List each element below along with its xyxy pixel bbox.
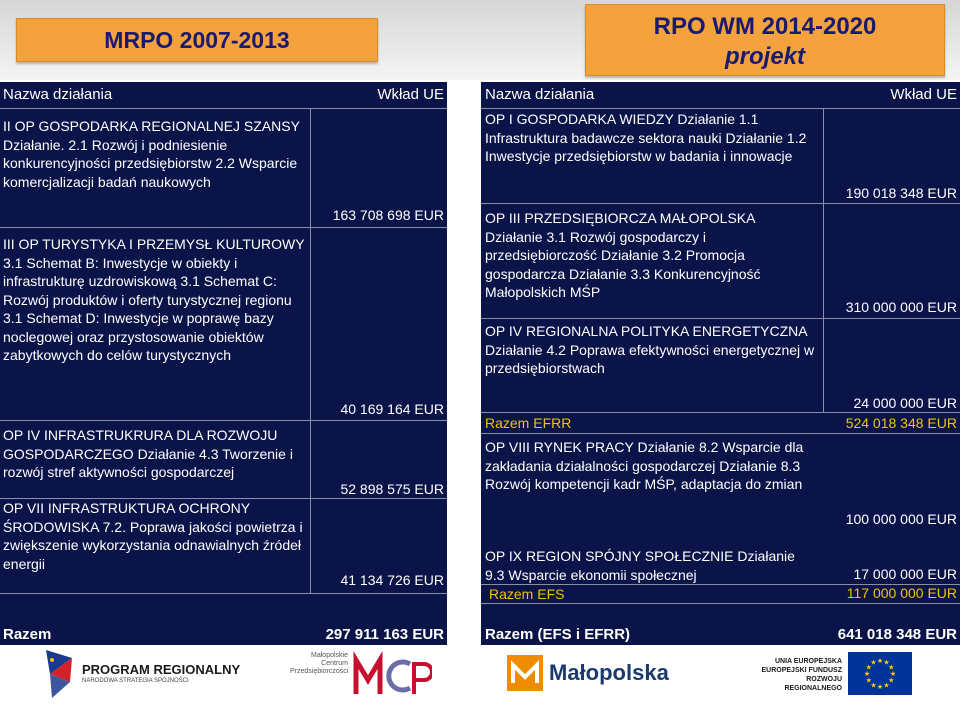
divider (481, 108, 960, 109)
right-row-4-amount: 100 000 000 EUR (845, 511, 957, 527)
divider (481, 203, 960, 204)
program-regionalny-subtext: NARODOWA STRATEGIA SPÓJNOŚCI (82, 678, 189, 684)
mcp-text (290, 652, 348, 676)
eu-star-icon: ★ (870, 659, 877, 667)
divider (481, 318, 960, 319)
left-row-1-amount: 163 708 698 EUR (332, 207, 444, 223)
eu-flag-icon (848, 652, 912, 695)
eu-star-icon: ★ (888, 677, 895, 685)
left-row-3-amount: 52 898 575 EUR (340, 481, 444, 497)
divider (0, 227, 447, 228)
right-row-4-text: OP VIII RYNEK PRACY Działanie 8.2 Wsparcie dla zakładania działalności gospodarczej Działanie 8.3 Rozwój kompetencji kadr MŚP, adaptacja do zmian (485, 439, 804, 492)
right-subtotal-efs-amount: 117 000 000 EUR (846, 585, 957, 601)
right-row-5-amount: 17 000 000 EUR (853, 566, 957, 582)
right-subtotal-efs-label: Razem EFS (489, 586, 565, 602)
right-row-2-text: OP III PRZEDSIĘBIORCZA MAŁOPOLSKA Działanie 3.1 Rozwój gospodarczy i przedsiębiorczość Działanie 3.2 Promocja gospodarcza Działanie 3.3 Konkurencyjność Małopolskich MŚP (485, 210, 761, 300)
eu-star-icon: ★ (889, 671, 897, 678)
right-row-1-text: OP I GOSPODARKA WIEDZY Działanie 1.1 Infrastruktura badawcze sektora nauki Działanie 1.2 Inwestycje przedsiębiorstw w badania i innowacje (485, 111, 807, 164)
ue-line-1: UNIA EUROPEJSKA (774, 658, 842, 665)
program-regionalny-emblem-icon (42, 648, 78, 700)
left-row-2-text: III OP TURYSTYKA I PRZEMYSŁ KULTUROWY 3.1 Schemat B: Inwestycje w obiekty i infrastrukturę uzdrowiskową 3.1 Schemat C: Rozwój produktów i oferty turystycznej regionu 3.1 Schemat D: Inwestycje w poprawę bazy noclegowej oraz przystosowanie obiektów zabytkowych do celów turystycznych (3, 236, 305, 363)
right-row-1-amount: 190 018 348 EUR (845, 185, 957, 201)
right-subtitle: projekt (724, 43, 805, 70)
right-subtotal-efrr-amount: 524 018 348 EUR (845, 415, 957, 431)
right-subtotal-efrr-label: Razem EFRR (485, 415, 572, 431)
divider (0, 108, 447, 109)
mcp-line-2: Centrum (321, 660, 348, 667)
right-col-amount-header: Wkład UE (890, 86, 957, 103)
mcp-line-1: Małopolskie (311, 652, 348, 659)
left-row-4-amount: 41 134 726 EUR (340, 572, 444, 588)
right-row-5-text: OP IX REGION SPÓJNY SPOŁECZNIE Działanie 9.3 Wsparcie ekonomii społecznej (485, 548, 795, 583)
eu-star-icon: ★ (863, 671, 871, 678)
left-row-4-text: OP VII INFRASTRUKTURA OCHRONY ŚRODOWISKA 7.2. Poprawa jakości powietrza i zwiększenie wykorzystania odnawialnych źródeł energii (3, 500, 303, 572)
left-row-2-amount: 40 169 164 EUR (340, 401, 444, 417)
eu-star-icon: ★ (883, 682, 890, 690)
column-divider (823, 108, 824, 412)
eu-star-icon: ★ (870, 682, 877, 690)
right-row-3-amount: 24 000 000 EUR (853, 395, 957, 411)
right-title: RPO WM 2014-2020 (653, 13, 877, 40)
divider (0, 593, 447, 594)
ue-text (752, 657, 842, 693)
left-row-3-text: OP IV INFRASTRUKRURA DLA ROZWOJU GOSPODARCZEGO Działanie 4.3 Tworzenie i rozwój stref aktywności gospodarczej (3, 427, 293, 480)
left-row-1-text: II OP GOSPODARKA REGIONALNEJ SZANSY Działanie. 2.1 Rozwój i podniesienie konkurencyjności przedsiębiorstw 2.2 Wsparcie komercjalizacji badań naukowych (3, 118, 300, 190)
right-title-box (585, 4, 945, 76)
divider (481, 412, 960, 413)
divider (481, 433, 960, 434)
left-title: MRPO 2007-2013 (16, 18, 378, 62)
left-col-amount-header: Wkład UE (377, 86, 444, 103)
left-total-label: Razem (3, 626, 52, 643)
divider (481, 603, 960, 604)
ue-line-3: ROZWOJU REGIONALNEGO (784, 676, 842, 692)
right-col-name-header: Nazwa działania (485, 86, 595, 103)
mcp-line-3: Przedsiębiorczości (290, 668, 349, 675)
eu-star-icon: ★ (865, 677, 872, 685)
right-row-3-text: OP IV REGIONALNA POLITYKA ENERGETYCZNA Działanie 4.2 Poprawa efektywności energetycznej w przedsiębiorstwach (485, 323, 815, 376)
ue-line-2: EUROPEJSKI FUNDUSZ (761, 667, 842, 674)
right-total-amount: 641 018 348 EUR (837, 626, 957, 643)
malopolska-text: Małopolska (549, 660, 669, 685)
right-total-label: Razem (EFS i EFRR) (485, 626, 631, 643)
column-divider (310, 108, 311, 593)
right-row-2-amount: 310 000 000 EUR (845, 299, 957, 315)
eu-star-icon: ★ (876, 658, 884, 665)
program-regionalny-text: PROGRAM REGIONALNY (82, 662, 241, 677)
eu-star-icon: ★ (888, 664, 895, 672)
left-total-amount: 297 911 163 EUR (325, 626, 444, 643)
eu-star-icon: ★ (883, 659, 890, 667)
divider (0, 420, 447, 421)
left-col-name-header: Nazwa działania (3, 86, 113, 103)
mcp-logo-icon (352, 650, 432, 700)
eu-star-icon: ★ (876, 684, 884, 691)
malopolska-emblem-icon (507, 655, 543, 691)
eu-star-icon: ★ (865, 664, 872, 672)
